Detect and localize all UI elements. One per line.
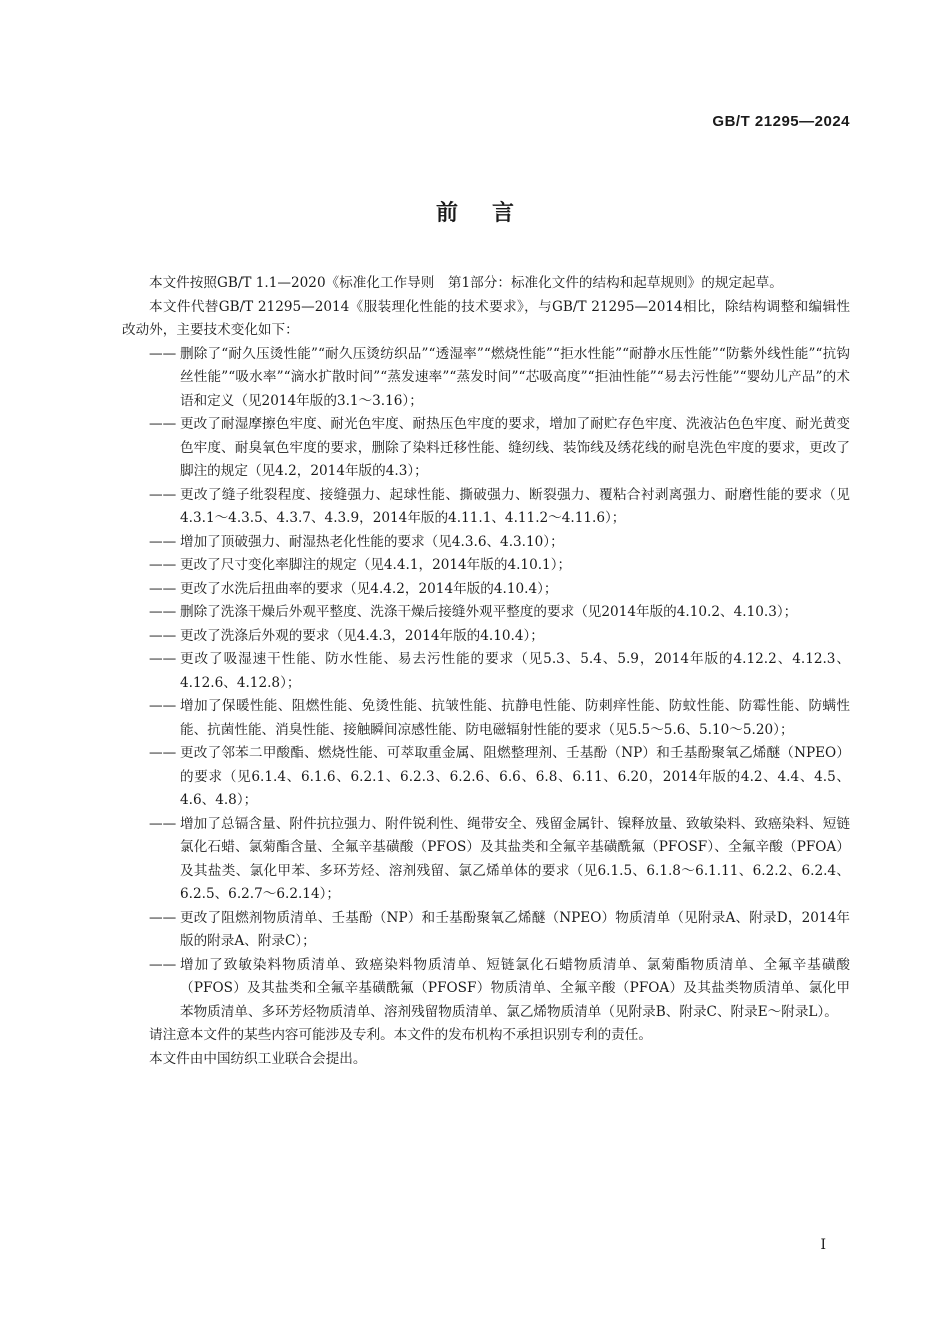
dash-marker: —— — [149, 416, 177, 432]
change-text: 更改了水洗后扭曲率的要求（见4.4.2，2014年版的4.10.4）； — [180, 580, 558, 597]
list-item — [122, 813, 850, 907]
change-text: 删除了洗涤干燥后外观平整度、洗涤干燥后接缝外观平整度的要求（见2014年版的4.10.2、4.10.3）； — [180, 604, 798, 620]
list-item — [122, 554, 850, 578]
list-item — [122, 531, 850, 555]
standard-number: GB/T 21295—2024 — [712, 113, 850, 130]
dash-marker: —— — [149, 627, 177, 644]
change-text: 增加了致敏染料物质清单、致癌染料物质清单、短链氯化石蜡物质清单、氯菊酯物质清单、全氟辛基磺酸（PFOS）及其盐类和全氟辛基磺酰氟（PFOSF）物质清单、全氟辛酸（PFOA）及其盐类物质清单、氯化甲苯物质清单、多环芳烃物质清单、溶剂残留物质清单、氯乙烯物质清单（见附录B、附录C、附录E～附录L）。 — [180, 956, 850, 1020]
list-item — [122, 648, 850, 695]
technical-changes-list — [122, 343, 850, 1025]
change-text: 更改了缝子纰裂程度、接缝强力、起球性能、撕破强力、断裂强力、覆粘合衬剥离强力、耐磨性能的要求（见4.3.1～4.3.5、4.3.7、4.3.9，2014年版的4.11.1、4.11.2～4.11.6）； — [180, 486, 850, 526]
dash-marker: —— — [149, 557, 177, 573]
dash-marker: —— — [149, 533, 177, 550]
dash-marker: —— — [149, 909, 177, 926]
change-text: 更改了阻燃剂物质清单、壬基酚（NP）和壬基酚聚氧乙烯醚（NPEO）物质清单（见附录A、附录D，2014年版的附录A、附录C）； — [180, 909, 850, 949]
intro-paragraph: 本文件按照GB/T 1.1—2020《标准化工作导则 第1部分：标准化文件的结构和起草规则》的规定起草。 — [149, 275, 783, 291]
change-text: 增加了顶破强力、耐湿热老化性能的要求（见4.3.6、4.3.10）； — [180, 533, 564, 550]
change-text: 更改了吸湿速干性能、防水性能、易去污性能的要求（见5.3、5.4、5.9，2014年版的4.12.2、4.12.3、4.12.6、4.12.8）； — [180, 651, 850, 691]
list-item — [122, 484, 850, 531]
list-item — [122, 625, 850, 649]
list-item — [122, 578, 850, 602]
change-text: 增加了保暖性能、阻燃性能、免烫性能、抗皱性能、抗静电性能、防刺痒性能、防蚊性能、防霉性能、防螨性能、抗菌性能、消臭性能、接触瞬间凉感性能、防电磁辐射性能的要求（见5.5～5.6、5.10～5.20）； — [180, 698, 850, 738]
list-item — [122, 907, 850, 954]
dash-marker: —— — [149, 745, 177, 761]
change-text: 删除了“耐久压烫性能”“耐久压烫纺织品”“透湿率”“燃烧性能”“拒水性能”“耐静水压性能”“防紫外线性能”“抗钩丝性能”“吸水率”“滴水扩散时间”“蒸发速率”“蒸发时间”“芯吸高度”“拒油性能”“易去污性能”“婴幼儿产品”的术语和定义（见2014年版的3.1～3.16）； — [180, 345, 850, 409]
foreword-body — [122, 272, 850, 1071]
change-text: 更改了耐湿摩擦色牢度、耐光色牢度、耐热压色牢度的要求，增加了耐贮存色牢度、洗液沾色色牢度、耐光黄变色牢度、耐臭氧色牢度的要求，删除了染料迁移性能、缝纫线、装饰线及绣花线的耐皂洗色牢度的要求，更改了脚注的规定（见4.2，2014年版的4.3）； — [180, 416, 850, 479]
dash-marker: —— — [149, 651, 177, 667]
dash-marker: —— — [149, 486, 177, 503]
dash-marker: —— — [149, 815, 177, 832]
dash-marker: —— — [149, 956, 177, 973]
list-item — [122, 954, 850, 1025]
change-text: 增加了总镉含量、附件抗拉强力、附件锐利性、绳带安全、残留金属针、镍释放量、致敏染料、致癌染料、短链氯化石蜡、氯菊酯含量、全氟辛基磺酸（PFOS）及其盐类和全氟辛基磺酰氟（PFOSF）、全氟辛酸（PFOA）及其盐类、氯化甲苯、多环芳烃、溶剂残留、氯乙烯单体的要求（见6.1.5、6.1.8～6.1.11、6.2.2、6.2.4、6.2.5、6.2.7～6.2.14）； — [180, 815, 850, 902]
change-text: 更改了尺寸变化率脚注的规定（见4.4.1，2014年版的4.10.1）； — [180, 557, 572, 573]
intro-paragraph: 本文件代替GB/T 21295—2014《服装理化性能的技术要求》，与GB/T 21295—2014相比，除结构调整和编辑性改动外，主要技术变化如下： — [122, 298, 850, 338]
dash-marker: —— — [149, 580, 177, 597]
change-text: 更改了洗涤后外观的要求（见4.4.3，2014年版的4.10.4）； — [180, 627, 544, 644]
proposer-statement: 本文件由中国纺织工业联合会提出。 — [149, 1050, 367, 1067]
list-item — [122, 413, 850, 484]
dash-marker: —— — [149, 345, 177, 362]
list-item — [122, 601, 850, 625]
page-number: I — [820, 1237, 826, 1253]
dash-marker: —— — [149, 604, 177, 620]
list-item — [122, 742, 850, 813]
patent-notice: 请注意本文件的某些内容可能涉及专利。本文件的发布机构不承担识别专利的责任。 — [149, 1027, 652, 1043]
list-item — [122, 343, 850, 414]
list-item — [122, 695, 850, 742]
page-title: 前言 — [435, 200, 548, 226]
dash-marker: —— — [149, 698, 177, 714]
change-text: 更改了邻苯二甲酸酯、燃烧性能、可萃取重金属、阻燃整理剂、壬基酚（NP）和壬基酚聚氧乙烯醚（NPEO）的要求（见6.1.4、6.1.6、6.2.1、6.2.3、6.2.6、6.6、6.8、6.11、6.20，2014年版的4.2、4.4、4.5、4.6、4.8）； — [180, 745, 850, 808]
